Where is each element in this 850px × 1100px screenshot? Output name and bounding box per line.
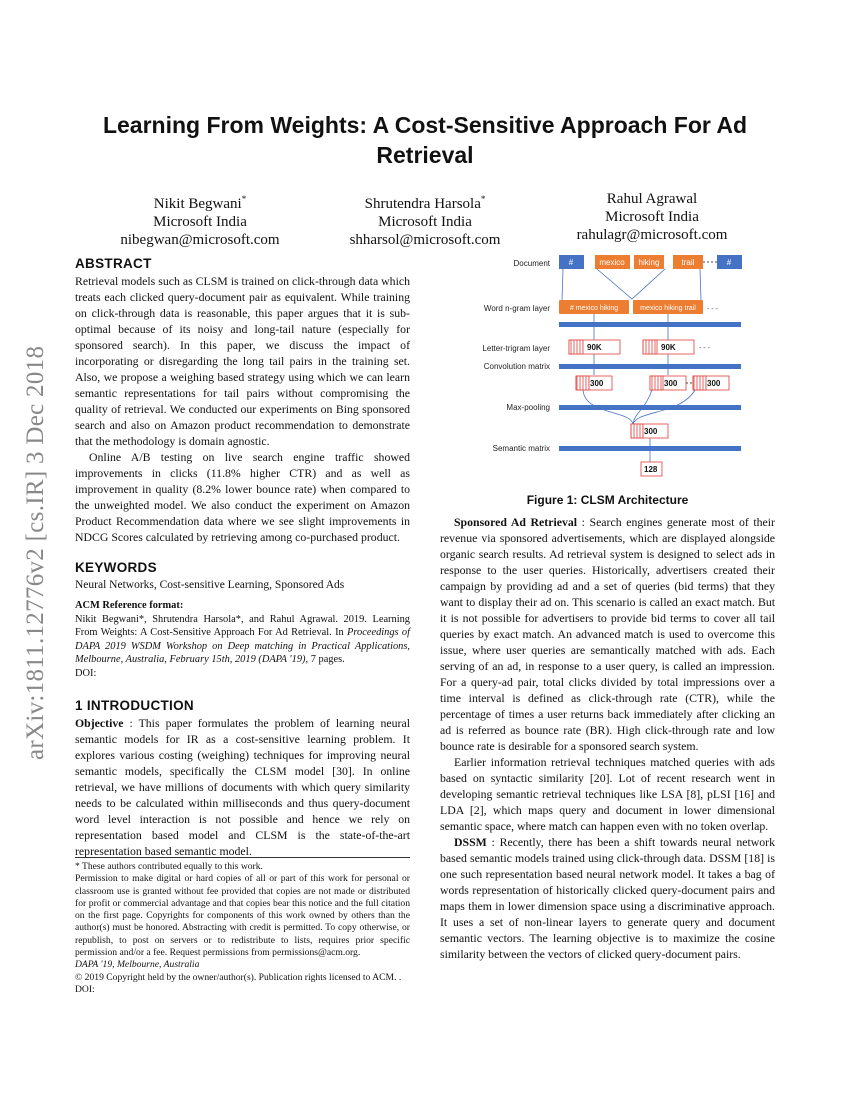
- right-column: [440, 514, 775, 962]
- layer-label-document: Document: [513, 259, 550, 268]
- author-email: rahulagr@microsoft.com: [576, 227, 728, 243]
- ngram-label: # mexico hiking: [569, 305, 619, 312]
- acm-ref-pages: 7 pages.: [308, 654, 345, 666]
- introduction-heading: 1 INTRODUCTION: [75, 697, 194, 713]
- word-label: #: [568, 258, 574, 267]
- arxiv-identifier: arXiv:1811.12776v2 [cs.IR] 3 Dec 2018: [22, 345, 49, 760]
- author-email: shharsol@microsoft.com: [349, 232, 501, 248]
- abstract-paragraph: Retrieval models such as CLSM is trained on click-through data which treats each clicked query-document pair as equivalent. While training on click-through data is reasonable, this paper argues that it is sub-optimal because of its noisy and long-tail nature (especially for sponsored search). In this paper, we discuss the impact of incorporating or disregarding the long tail pairs in the training set. Also, we propose a weighing based strategy using which we can learn semantic representations for tail pairs without compromising the quality of retrieval. We conducted our experiments on Bing sponsored search and also on Amazon product recommendation to demonstrate that the methodology is domain agnostic.: [75, 274, 410, 448]
- keywords-heading: KEYWORDS: [75, 560, 157, 575]
- acm-ref-heading: ACM Reference format:: [75, 600, 184, 611]
- author-affiliation: Microsoft India: [605, 209, 699, 225]
- layer-label-semantic: Semantic matrix: [492, 444, 550, 453]
- layer-label-conv: Convolution matrix: [483, 362, 550, 371]
- keywords-text: Neural Networks, Cost-sensitive Learning, Sponsored Ads: [75, 579, 345, 591]
- author-affiliation: Microsoft India: [378, 214, 472, 230]
- acm-ref-authors: Nikit Begwani*, Shrutendra Harsola*, and Rahul Agrawal. 2019. Learning From Weights: A Cost-Sensitive Approach For Ad Retrieval. In: [75, 613, 410, 639]
- objective-lead: Objective: [75, 715, 124, 730]
- author-2: [315, 190, 535, 249]
- ngram-label: mexico hiking trail: [640, 305, 696, 312]
- abstract-heading: ABSTRACT: [75, 256, 152, 271]
- word-label: hiking: [638, 258, 660, 267]
- dssm-text: : Recently, there has been a shift towards neural network based semantic models trained using click-through data. DSSM [18] is one such representation based neural network model. It takes a bag of words representation of historically clicked query-document pairs and maps them in lower dimension space using a discriminative approach. It uses a set of non-linear layers to generate query and document semantic vectors. The learning objective is to maximize the cosine similarity between the vectors of clicked query-document pairs.: [440, 835, 775, 961]
- author-affiliation: Microsoft India: [153, 214, 247, 230]
- output-dim: 128: [644, 465, 658, 474]
- word-label: trail: [681, 258, 695, 267]
- trigram-dim: 90K: [661, 343, 676, 352]
- sponsored-text: : Search engines generate most of their revenue via sponsored advertisements, which are displayed alongside organic search results. Ad retrieval system is designed to select ads in response to the user queries. Historically, advertisers created their campaign by providing ad and a set of queries (bid terms) that they want to display their ad on. This scenario is called an exact match. But it is not possible for advertisers to provide bid terms to cover all tail queries by exact match. An advanced match is used to overcome this issue, where user queries are semantically matched with ads. Each serving of an ad, in response to a user query, is called an impression. For a query-ad pair, total clicks divided by total impressions over a time interval is defined as click-through rate (CTR), while the percentage of times a user returns back immediately after clicking an ad is referred as bounce rate (BR). High click-through rate and low bounce rate is desirable for a sponsored search system.: [440, 515, 775, 753]
- sponsored-ad-paragraph: [440, 514, 775, 754]
- copyright-note: © 2019 Copyright held by the owner/author(s). Publication rights licensed to ACM. .: [75, 971, 402, 983]
- acm-ref-doi: DOI:: [75, 667, 97, 679]
- dssm-lead: DSSM: [454, 835, 487, 849]
- introduction-paragraph: [75, 715, 410, 859]
- ellipsis: - - -: [699, 345, 710, 352]
- author-name: Nikit Begwani: [153, 196, 242, 212]
- pool-dim: 300: [644, 427, 658, 436]
- acm-ref-venue: Proceedings of DAPA 2019 WSDM Workshop on Deep matching in Practical Applications, Melbourne, Australia, February 15th, 2019 (DAPA '19),: [75, 627, 410, 666]
- doi-note: DOI:: [75, 983, 95, 995]
- word-label: mexico: [599, 258, 625, 267]
- permission-note: Permission to make digital or hard copies of all or part of this work for personal or classroom use is granted without fee provided that copies are not made or distributed for profit or commercial advantage and that copies bear this notice and the full citation on the first page. Copyrights for components of this work owned by others than the author(s) must be honored. Abstracting with credit is permitted. To copy otherwise, or republish, to post on servers or to redistribute to lists, requires prior specific permission and/or a fee. Request permissions from permissions@acm.org.: [75, 873, 410, 959]
- layer-label-ngram: Word n-gram layer: [483, 304, 550, 313]
- footnote-divider: [75, 857, 410, 858]
- author-mark: *: [480, 194, 486, 204]
- figure-caption: Figure 1: CLSM Architecture: [526, 493, 689, 507]
- dssm-paragraph: [440, 834, 775, 962]
- layer-label-trigram: Letter-trigram layer: [482, 344, 550, 353]
- layer-label-maxpool: Max-pooling: [506, 403, 550, 412]
- abstract-paragraph: Online A/B testing on live search engine traffic showed improvements in clicks (11.8% higher CTR) and as well as improvement in quality (8.2% lower bounce rate) when compared to the unweighted model. We also conduct the experiment on Amazon Product Recommendation data where we see slight improvements in NDCG Scores calculated by retrieving among co-purchased product.: [75, 450, 410, 544]
- paper-title: Learning From Weights: A Cost-Sensitive Approach For Ad Retrieval: [102, 112, 748, 168]
- author-name: Rahul Agrawal: [606, 191, 698, 207]
- acm-reference: [75, 599, 410, 681]
- word-label: #: [726, 258, 732, 267]
- ellipsis: - - -: [707, 306, 718, 313]
- equal-contribution-note: * These authors contributed equally to this work.: [75, 861, 263, 872]
- sponsored-lead: Sponsored Ad Retrieval: [454, 515, 578, 529]
- conv-dim: 300: [590, 379, 604, 388]
- clsm-architecture-figure: [440, 250, 775, 480]
- left-column: [75, 255, 410, 859]
- trigram-dim: 90K: [587, 343, 602, 352]
- conv-dim: 300: [664, 379, 678, 388]
- objective-text: : This paper formulates the problem of learning neural semantic models for IR as a cost-sensitive learning problem. It explores various costing (weighing) techniques for improving neural semantic models, specifically the CLSM model [30]. In online retrieval, we have millions of documents with which query similarity needs to be calculated within milliseconds and thus query-document word level interaction is not possible and hence we rely on representation based model and CLSM is the state-of-the-art representation based semantic model.: [75, 715, 410, 858]
- author-1: [90, 190, 310, 249]
- earlier-ir-paragraph: Earlier information retrieval techniques matched queries with ads based on syntactic similarity [20]. Lot of recent research went in developing semantic retrieval techniques like LSA [8], pLSI [16] and LDA [2], which maps query and document in lower dimensional semantic space, where match can happen even with no token overlap.: [440, 755, 775, 833]
- author-email: nibegwan@microsoft.com: [120, 232, 280, 248]
- author-3: [542, 190, 762, 244]
- footnotes: [75, 861, 410, 996]
- author-name: Shrutendra Harsola: [364, 196, 481, 212]
- venue-note: DAPA '19, Melbourne, Australia: [75, 959, 200, 971]
- conv-dim: 300: [707, 379, 721, 388]
- author-mark: *: [241, 194, 247, 204]
